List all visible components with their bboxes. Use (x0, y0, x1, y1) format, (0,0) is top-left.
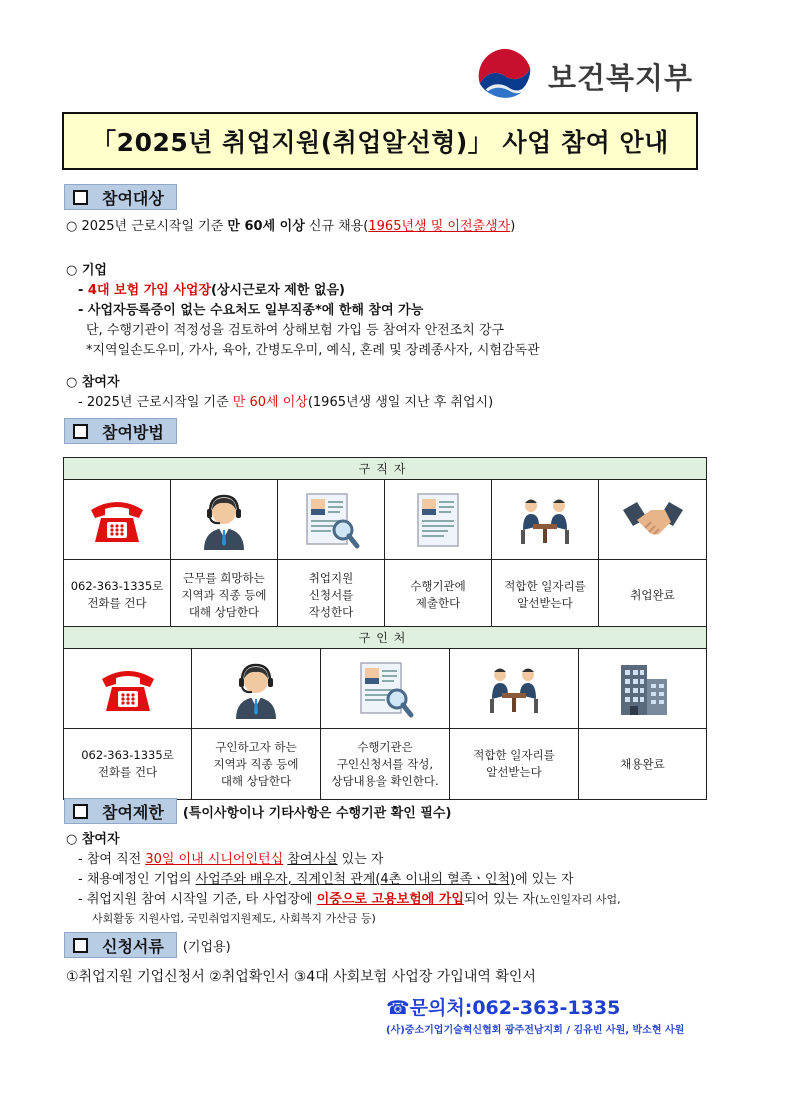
counselor-icon (224, 657, 288, 721)
counselor-icon (192, 488, 256, 552)
company-line-1 (78, 282, 345, 300)
restriction-line-3 (78, 891, 621, 909)
step-icon-cell (64, 649, 192, 729)
text-red: 4대 보험 가입 사업장 (87, 283, 212, 298)
page-title: 「2025년 취업지원(취업알선형)」 사업 참여 안내 (91, 128, 669, 157)
text: - 참여 직전 (78, 852, 146, 867)
step-text: 취업지원 신청서를 작성한다 (278, 560, 385, 630)
text: ○ 2025년 근로시작일 기준 (66, 219, 228, 234)
document-search-icon (299, 488, 363, 552)
text-red: 1965년생 및 이전출생자 (368, 219, 511, 234)
text: 에 있는 자 (515, 872, 574, 887)
contact-phone: ☎문의처:062-363-1335 (386, 997, 621, 1019)
document-search-icon (353, 657, 417, 721)
text: - 2025년 근로시작일 기준 (78, 395, 233, 410)
step-text: 적합한 일자리를 알선받는다 (450, 729, 579, 799)
step-text: 취업완료 (630, 587, 675, 602)
step-text: 근무를 희망하는 지역과 직종 등에 대해 상담한다 (171, 560, 278, 630)
section-header-method (64, 418, 177, 444)
flow-header: 구직자 (64, 458, 706, 480)
company-line-4: *지역일손도우미, 가사, 육아, 간병도우미, 예식, 혼례 및 장례종사자, 시험감독관 (86, 343, 540, 358)
text-red: 만 60세 이상 (232, 395, 308, 410)
checkbox-square-icon (73, 804, 88, 819)
restriction-line-1 (78, 851, 384, 869)
text-underline: 사업주와 배우자, 직계인척 관계(4촌 이내의 혈족ㆍ인척) (195, 872, 516, 887)
text-red: 이중으로 고용보험에 가입 (316, 892, 464, 907)
phone-icon (96, 657, 160, 721)
meeting-icon (513, 488, 577, 552)
company-line-2: - 사업자등록증이 없는 수요처도 일부직종*에 한해 참여 가능 (78, 303, 424, 318)
documents-list: ①취업지원 기업신청서 ②취업확인서 ③4대 사회보험 사업장 가입내역 확인서 (66, 969, 536, 985)
text: 신규 채용( (304, 219, 369, 234)
employer-flow (63, 626, 707, 800)
step-icon-cell (599, 480, 706, 560)
company-line-3: 단, 수행기관이 적정성을 검토하여 상해보험 가입 등 참여자 안전조치 강구 (86, 323, 505, 338)
building-icon (611, 657, 675, 721)
section-header-eligibility (64, 184, 177, 210)
step-icon-cell (492, 480, 599, 560)
text: (상시근로자 제한 없음) (211, 283, 345, 298)
ministry-logo (474, 44, 704, 108)
text-bold: 만 60세 이상 (227, 219, 305, 234)
step-icon-cell (171, 480, 278, 560)
participant-heading: ○ 참여자 (66, 375, 120, 390)
company-heading: ○ 기업 (66, 263, 107, 278)
section-title: 신청서류 (102, 936, 164, 956)
eligibility-line-1 (66, 218, 515, 236)
text: - (78, 283, 88, 298)
restriction-participant-heading: ○ 참여자 (66, 832, 120, 847)
restriction-line-2 (78, 871, 574, 889)
step-icon-cell (450, 649, 579, 729)
step-text: 채용완료 (620, 756, 665, 771)
text-small: (노인일자리 사업, (534, 893, 621, 906)
page-title-box (62, 112, 698, 170)
flow-header: 구인처 (64, 627, 706, 649)
text: - 취업지원 참여 시작일 기준, 타 사업장에 (78, 892, 317, 907)
handshake-icon (621, 488, 685, 552)
step-text: 수행기관에 제출한다 (385, 560, 492, 630)
section-header-restrictions (64, 798, 451, 824)
section-note: (특이사항이나 기타사항은 수행기관 확인 필수) (182, 805, 452, 821)
section-title: 참여방법 (102, 422, 164, 442)
step-text: 구인하고자 하는 지역과 직종 등에 대해 상담한다 (192, 729, 321, 799)
step-icon-cell (385, 480, 492, 560)
checkbox-square-icon (73, 190, 88, 205)
step-text: 062-363-1335로 전화를 건다 (64, 729, 192, 799)
text-red: 30일 이내 시니어인턴십 (145, 852, 284, 867)
step-text: 수행기관은 구인신청서를 작성, 상담내용을 확인한다. (321, 729, 450, 799)
taegeuk-logo-icon (474, 45, 536, 107)
section-title: 참여대상 (102, 188, 164, 208)
text: 되어 있는 자 (463, 892, 535, 907)
text: ) (510, 219, 516, 234)
text: 있는 자 (337, 852, 384, 867)
participant-line-1 (78, 394, 493, 412)
phone-icon (85, 488, 149, 552)
text: (1965년생 생일 지난 후 취업시) (307, 395, 494, 410)
section-title: 참여제한 (102, 802, 164, 822)
step-icon-cell (321, 649, 450, 729)
section-note: (기업용) (182, 939, 231, 955)
logo-text: 보건복지부 (548, 60, 694, 95)
checkbox-square-icon (73, 424, 88, 439)
checkbox-square-icon (73, 938, 88, 953)
step-icon-cell (64, 480, 171, 560)
step-text: 062-363-1335로 전화를 건다 (64, 560, 171, 630)
meeting-icon (482, 657, 546, 721)
restriction-line-4: 사회활동 지원사업, 국민취업지원제도, 사회복지 가산금 등) (92, 912, 376, 925)
step-text: 적합한 일자리를 알선받는다 (492, 560, 599, 630)
job-seeker-flow (63, 457, 707, 631)
document-icon (406, 488, 470, 552)
section-header-documents (64, 932, 231, 958)
text: - 채용예정인 기업의 (78, 872, 196, 887)
step-icon-cell (579, 649, 706, 729)
step-icon-cell (278, 480, 385, 560)
contact-organization: (사)중소기업기술혁신협회 광주전남지회 / 김유빈 사원, 박소현 사원 (386, 1025, 685, 1036)
step-icon-cell (192, 649, 321, 729)
text-underline: 참여사실 (287, 852, 338, 867)
